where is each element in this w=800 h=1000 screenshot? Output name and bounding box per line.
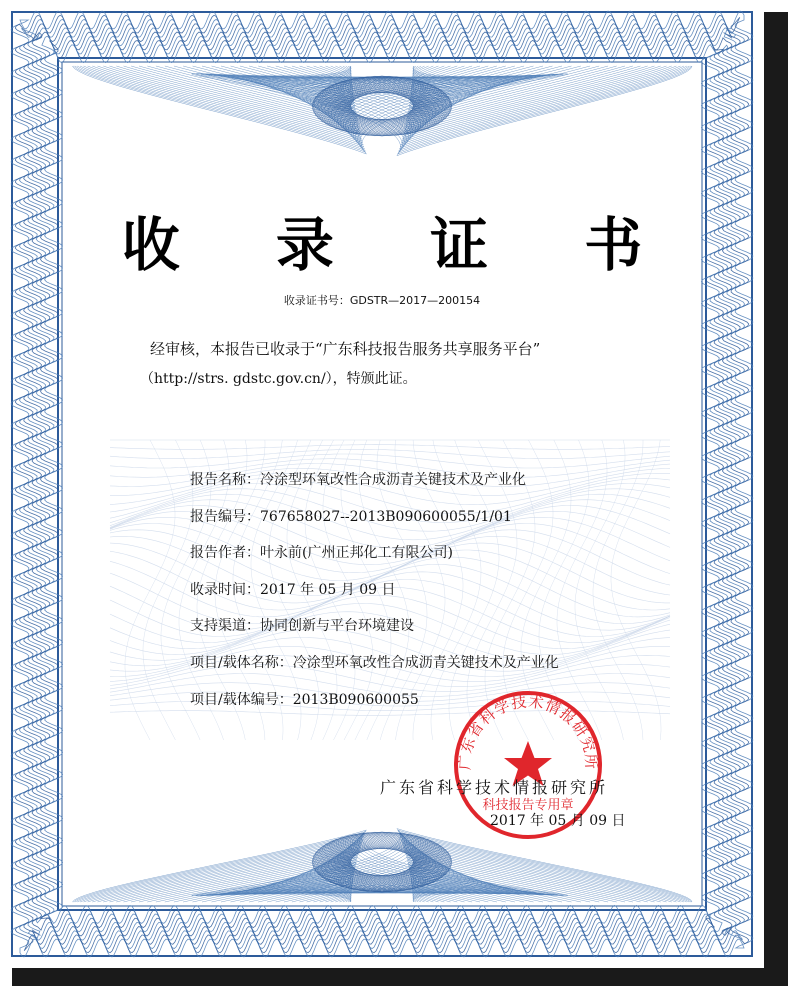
field-record-date: 收录时间：2017 年 05 月 09 日 (190, 581, 396, 598)
intro-text-url: （http://strs. gdstc.gov.cn/），特颁此证。 (140, 371, 417, 387)
intro-text: 经审核，本报告已收录于“广东科技报告服务共享服务平台” (150, 340, 541, 358)
certificate-title: 收 录 证 书 (121, 211, 681, 279)
field-report-number: 报告编号：767658027--2013B090600055/1/01 (190, 508, 512, 525)
seal-inner-text: 科技报告专用章 (482, 798, 574, 813)
issue-date: 2017 年 05 月 09 日 (490, 813, 626, 829)
page-shadow-right (762, 12, 788, 982)
certificate-number: 收录证书号：GDSTR—2017—200154 (283, 294, 481, 307)
issuer-name: 广东省科学技术情报研究所 (380, 778, 609, 797)
report-fields (190, 462, 710, 718)
field-project-number: 项目/载体编号：2013B090600055 (190, 691, 419, 708)
field-report-name: 报告名称：冷涂型环氧改性合成沥青关键技术及产业化 (190, 472, 526, 488)
field-project-name: 项目/载体名称：冷涂型环氧改性合成沥青关键技术及产业化 (190, 654, 559, 671)
seal-outer-text: 广东省科学技术情报研究所 (455, 692, 601, 771)
field-report-author: 报告作者：叶永前(广州正邦化工有限公司) (190, 545, 453, 562)
field-support-channel: 支持渠道：协同创新与平台环境建设 (190, 618, 414, 635)
